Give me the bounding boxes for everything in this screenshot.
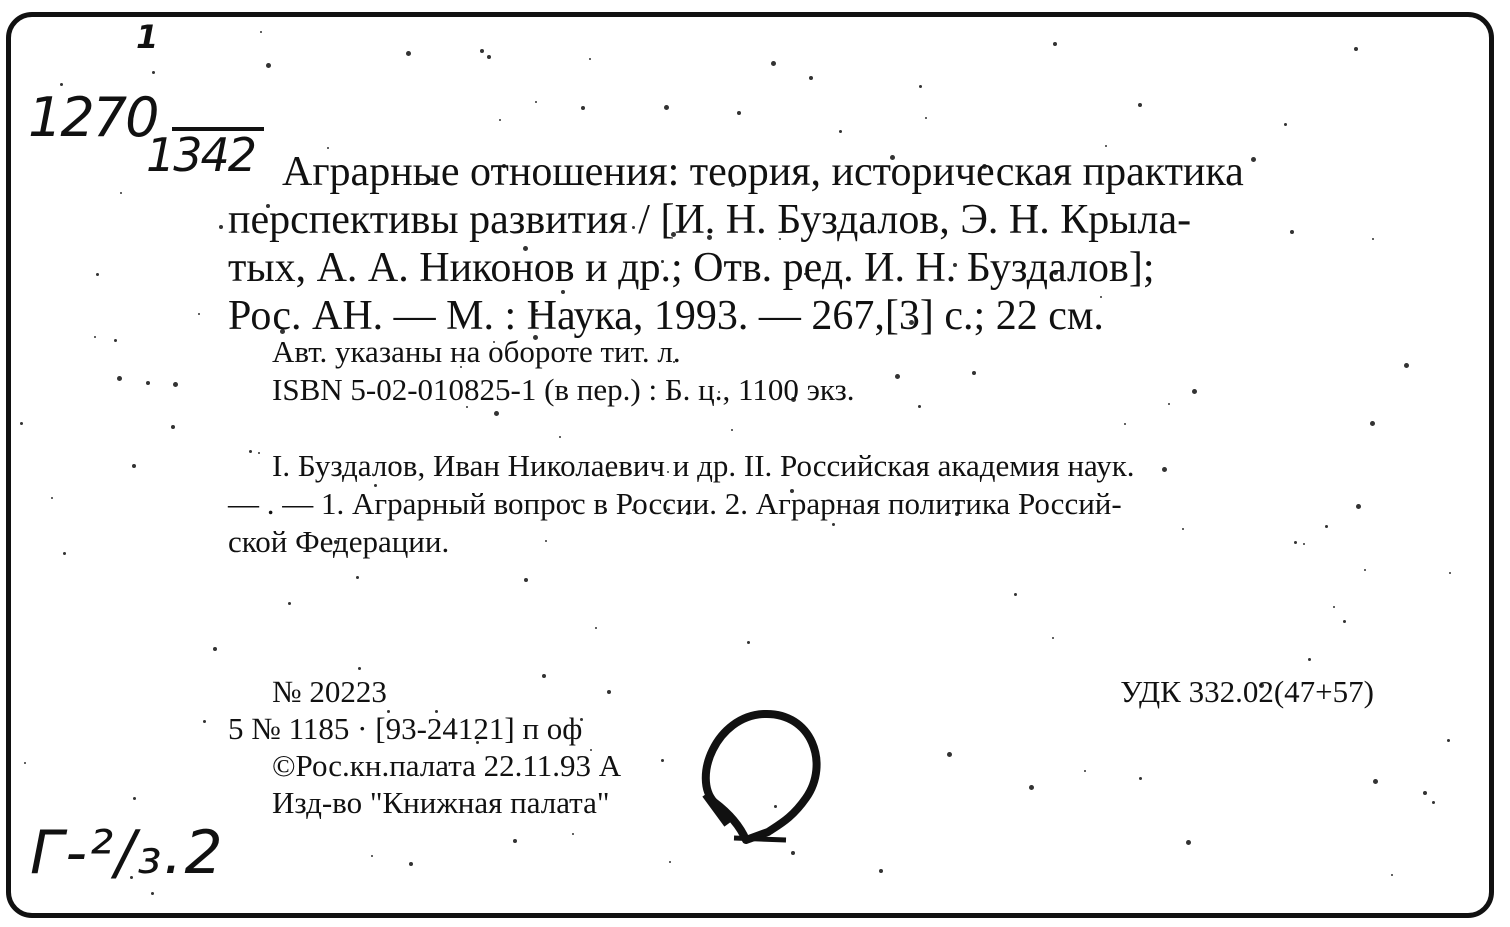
scan-speck	[895, 374, 900, 379]
copyright-line: ©Рос.кн.палата 22.11.93 А	[272, 748, 622, 783]
scan-speck	[1105, 145, 1107, 147]
handwritten-corner-mark: 1	[136, 18, 159, 56]
udc-code: УДК 332.02(47+57)	[1120, 674, 1374, 709]
scan-speck	[809, 76, 813, 80]
tracing-line-1: I. Буздалов, Иван Николаевич и др. II. Российская академия наук.	[272, 448, 1135, 483]
entry-title-line-1: Аграрные отношения: теория, историческая практика	[282, 149, 1244, 195]
scan-speck	[607, 690, 611, 694]
scan-speck	[535, 101, 537, 103]
scan-speck	[266, 63, 271, 68]
scan-speck	[1356, 504, 1361, 509]
scan-speck	[203, 720, 206, 723]
scan-speck	[1391, 874, 1393, 876]
scan-speck	[1447, 739, 1450, 742]
scan-speck	[171, 425, 175, 429]
scan-speck	[1138, 103, 1142, 107]
note-isbn: ISBN 5-02-010825-1 (в пер.) : Б. ц., 1100 экз.	[272, 372, 855, 407]
scan-speck	[595, 627, 597, 629]
scan-speck	[1404, 363, 1409, 368]
tracing-line-2: — . — 1. Аграрный вопрос в России. 2. Аграрная политика Россий-	[228, 486, 1122, 521]
scan-speck	[771, 61, 776, 66]
scan-speck	[1364, 569, 1366, 571]
card-number: № 20223	[272, 674, 387, 709]
publisher-line: Изд-во "Книжная палата"	[272, 785, 610, 820]
scan-speck	[133, 797, 136, 800]
scan-speck	[542, 674, 546, 678]
scan-speck	[581, 106, 585, 110]
handwritten-call-number-top: 1270	[28, 86, 158, 149]
scan-speck	[1192, 389, 1197, 394]
scan-speck	[499, 119, 501, 121]
scan-speck	[1303, 543, 1305, 545]
scan-speck	[132, 464, 136, 468]
handwritten-call-number-bottom: 1342	[146, 128, 256, 182]
tracing-line-3: ской Федерации.	[228, 524, 450, 559]
scan-speck	[258, 452, 260, 454]
scan-speck	[1294, 541, 1297, 544]
handwritten-shelf-mark: Г-²/₃.2	[30, 818, 225, 888]
scan-speck	[1029, 785, 1034, 790]
lightbulb-icon	[694, 706, 834, 846]
note-authors: Авт. указаны на обороте тит. л.	[272, 334, 681, 369]
scan-speck	[480, 49, 484, 53]
scan-speck	[213, 647, 217, 651]
scan-speck	[1449, 572, 1451, 574]
scan-speck	[151, 892, 154, 895]
scan-speck	[1423, 791, 1427, 795]
scan-speck	[559, 436, 561, 438]
entry-title-line-2: перспективы развития / [И. Н. Буздалов, Э. Н. Крыла-	[228, 197, 1192, 243]
scan-speck	[1373, 779, 1378, 784]
scan-speck	[1186, 840, 1191, 845]
scan-speck	[249, 450, 252, 453]
scan-speck	[791, 851, 795, 855]
scan-speck	[925, 117, 927, 119]
scan-speck	[972, 371, 976, 375]
scan-speck	[120, 192, 122, 194]
scan-speck	[1333, 606, 1335, 608]
scan-speck	[1168, 403, 1170, 405]
scan-speck	[919, 85, 922, 88]
print-line: 5 № 1185 · [93-24121] п оф	[228, 711, 583, 746]
scan-speck	[1053, 42, 1057, 46]
entry-title-line-4: Рос. АН. — М. : Наука, 1993. — 267,[3] с.; 22 см.	[228, 293, 1104, 339]
scan-speck	[1124, 423, 1126, 425]
scan-speck	[146, 381, 150, 385]
entry-title-line-3: тых, А. А. Никонов и др.; Отв. ред. И. Н. Буздалов];	[228, 245, 1155, 291]
scan-speck	[572, 833, 574, 835]
scan-speck	[1014, 593, 1017, 596]
scan-speck	[1432, 801, 1435, 804]
scan-speck	[219, 225, 223, 229]
scan-speck	[1354, 47, 1358, 51]
scan-speck	[20, 422, 23, 425]
